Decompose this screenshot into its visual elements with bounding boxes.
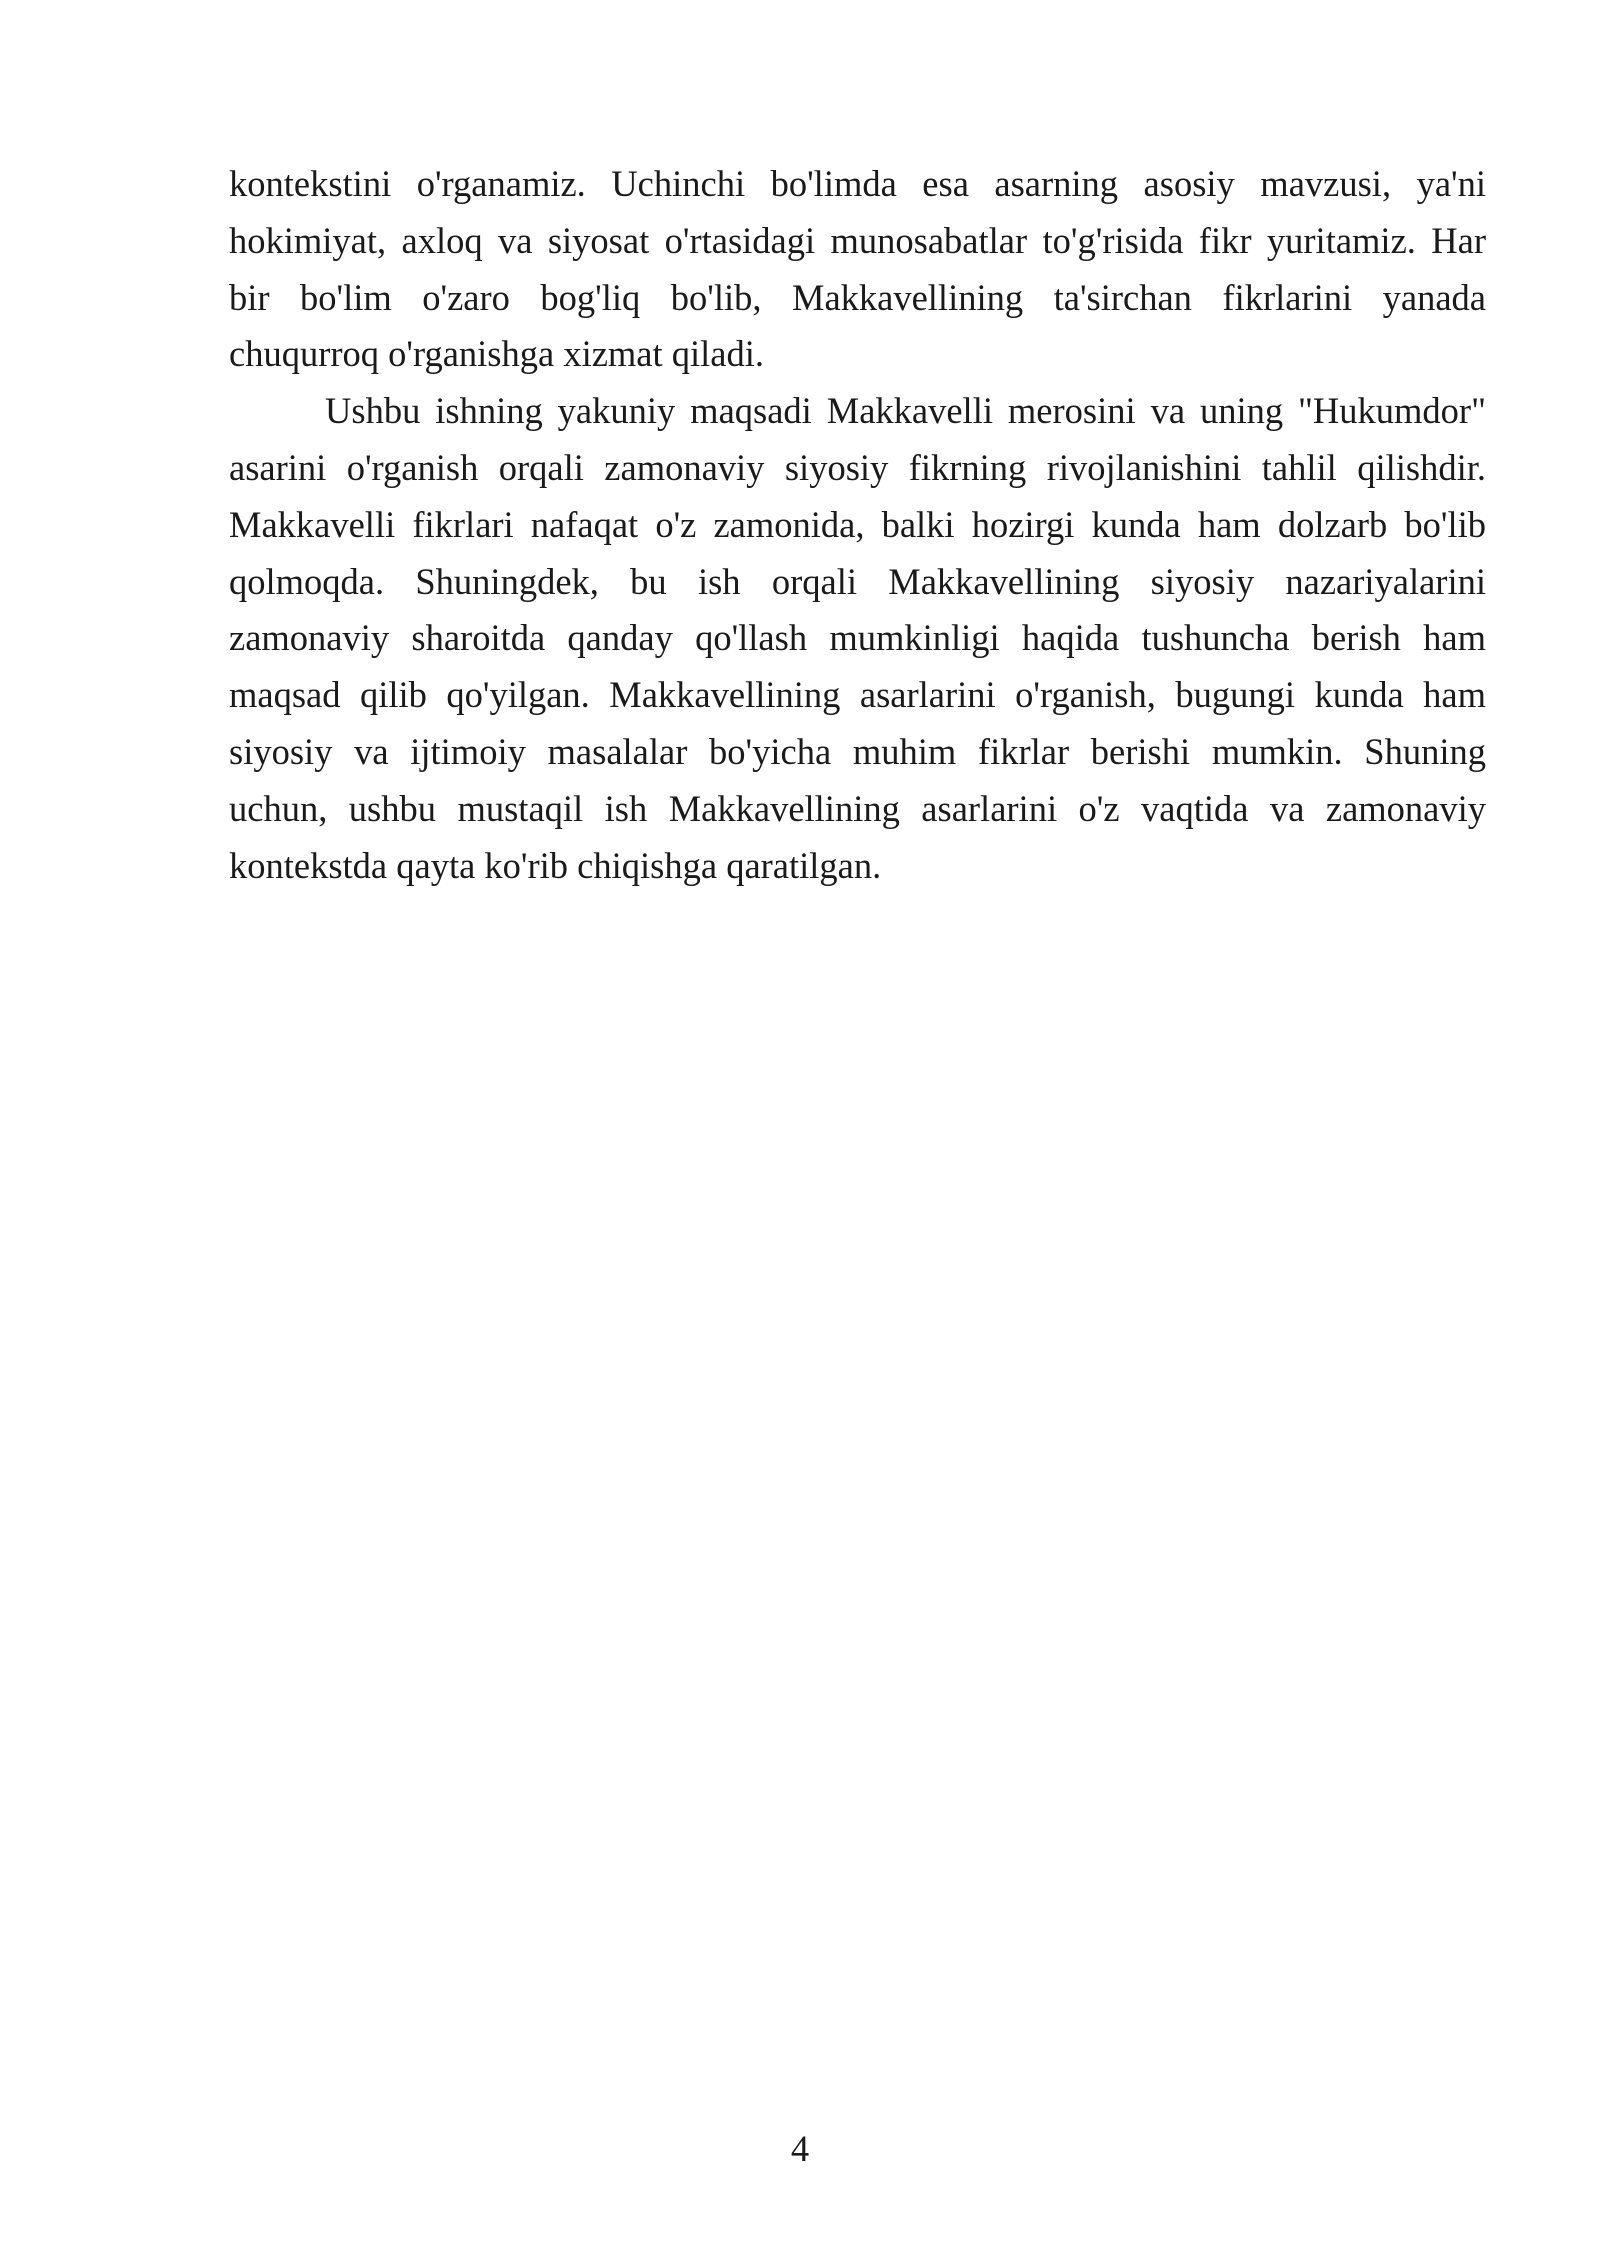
text-line: maqsad qilib qo'yilgan. Makkavellining asarlarini o'rganish, bugungi kunda ham (229, 674, 1486, 716)
text-line: hokimiyat, axloq va siyosat o'rtasidagi munosabatlar to'g'risida fikr yuritamiz. Har (229, 219, 1486, 261)
page-number: 4 (790, 2128, 810, 2169)
text-line: uchun, ushbu mustaqil ish Makkavellining asarlarini o'z vaqtida va zamonaviy (229, 787, 1486, 829)
text-line: Makkavelli fikrlari nafaqat o'z zamonida, balki hozirgi kunda ham dolzarb bo'lib (229, 503, 1486, 545)
text-line: kontekstini o'rganamiz. Uchinchi bo'limda esa asarning asosiy mavzusi, ya'ni (229, 163, 1486, 204)
text-line: Ushbu ishning yakuniy maqsadi Makkavelli merosini va uning "Hukumdor" (325, 390, 1486, 432)
text-line: siyosiy va ijtimoiy masalalar bo'yicha muhim fikrlar berishi mumkin. Shuning (229, 730, 1486, 772)
text-line: kontekstda qayta ko'rib chiqishga qaratilgan. (229, 844, 882, 886)
text-line: chuqurroq o'rganishga xizmat qiladi. (229, 333, 765, 375)
text-line: bir bo'lim o'zaro bog'liq bo'lib, Makkavellining ta'sirchan fikrlarini yanada (229, 276, 1486, 318)
paragraph-2 (229, 383, 1486, 894)
text-line: asarini o'rganish orqali zamonaviy siyosiy fikrning rivojlanishini tahlil qilishdir. (229, 446, 1486, 488)
text-line: zamonaviy sharoitda qanday qo'llash mumkinligi haqida tushuncha berish ham (229, 617, 1486, 659)
paragraph-1 (229, 156, 1486, 383)
body-text (229, 156, 1486, 894)
text-line: qolmoqda. Shuningdek, bu ish orqali Makkavellining siyosiy nazariyalarini (229, 560, 1486, 602)
